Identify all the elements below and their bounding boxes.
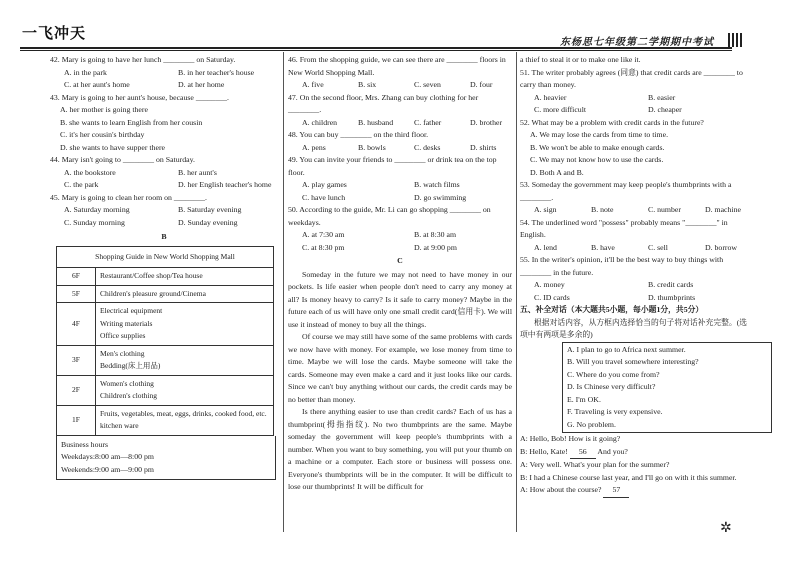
option: A. her mother is going there xyxy=(60,105,148,114)
column-2 xyxy=(288,54,512,494)
passage-paragraph-1: Someday in the future we may not need to have money in our pockets. Is life easier when people don't need to carry any money at all? Is money heavy to carry? Is it safe to carry money? Maybe in the future each of us will have only one small credit card(信用卡). We will use it instead of money to buy all the things. xyxy=(288,269,512,329)
choice-item: G. No problem. xyxy=(567,419,616,429)
option: B. easier xyxy=(648,92,676,102)
option: A. in the park xyxy=(64,67,107,77)
floor-item: Women's clothing xyxy=(100,378,154,388)
options-46 xyxy=(288,79,512,92)
option: A. sign xyxy=(534,205,557,214)
option: A. Saturday morning xyxy=(64,205,130,214)
option: B. watch films xyxy=(414,180,460,189)
section-c-heading: C xyxy=(397,256,403,265)
option: B. at 8:30 am xyxy=(414,230,457,239)
shopping-guide-table xyxy=(56,246,274,436)
table-row xyxy=(57,375,274,405)
floor-label: 6F xyxy=(57,268,96,286)
hours-title: Business hours xyxy=(61,439,109,449)
option: C. ID cards xyxy=(534,292,570,302)
table-row xyxy=(57,285,274,303)
option: A. five xyxy=(302,80,324,89)
header-decoration xyxy=(728,33,744,47)
choice-item: D. Is Chinese very difficult? xyxy=(567,382,656,391)
dialogue-text: B: Hello, Kate! xyxy=(520,446,568,456)
answer-blank-57[interactable]: 57 xyxy=(603,484,629,498)
option: D. Both A and B. xyxy=(530,167,584,177)
section-5-title: 五、补全对话（本大题共5小题，每小题1分，共5分） xyxy=(520,305,704,314)
option: B. bowls xyxy=(358,142,386,152)
floor-label: 4F xyxy=(57,303,96,346)
question-50: 50. According to the guide, Mr. Li can go shopping ________ on weekdays. xyxy=(288,205,491,227)
option: D. her English teacher's home xyxy=(178,180,272,189)
question-45: 45. Mary is going to clean her room on ________. xyxy=(50,192,207,202)
option: B. she wants to learn English from her cousin xyxy=(60,117,203,127)
dialogue-line: B: I had a Chinese course last year, and I'll go on with it this summer. xyxy=(520,472,737,482)
question-52: 52. What may be a problem with credit cards in the future? xyxy=(520,117,704,127)
floor-item: Office supplies xyxy=(100,331,146,340)
table-row xyxy=(57,268,274,286)
floor-item: Men's clothing xyxy=(100,348,145,358)
option: C. have lunch xyxy=(302,192,346,202)
page-flourish-icon: ✲ xyxy=(720,521,732,536)
floor-item: Bedding(床上用品) xyxy=(100,361,161,370)
header-rule-thin xyxy=(20,50,732,51)
question-48: 48. You can buy ________ on the third floor. xyxy=(288,130,429,139)
option: D. Sunday evening xyxy=(178,217,238,227)
question-54: 54. The underlined word "possess" probably means "________" in English. xyxy=(520,217,728,239)
options-47 xyxy=(288,117,512,130)
option: C. sell xyxy=(648,242,668,252)
column-divider-2 xyxy=(516,52,517,532)
passage-continuation: a thief to steal it or to make one like it. xyxy=(520,55,641,64)
options-44b xyxy=(50,179,278,192)
option: C. desks xyxy=(414,142,441,152)
options-49b xyxy=(288,192,512,205)
answer-blank-56[interactable]: 56 xyxy=(570,446,596,460)
section-5-instructions: 根据对话内容，从方框内选择恰当的句子将对话补充完整。(选项中有两项是多余的) xyxy=(520,317,748,339)
options-54 xyxy=(520,242,748,255)
floor-item: Writing materials xyxy=(100,318,153,328)
dialogue-text: A: How about the course? xyxy=(520,485,602,494)
options-45b xyxy=(50,217,278,230)
option: C. We may not know how to use the cards. xyxy=(530,155,664,164)
options-42b xyxy=(50,79,278,92)
option: C. more difficult xyxy=(534,105,587,114)
options-45 xyxy=(50,204,278,217)
section-b-heading: B xyxy=(161,232,167,241)
dialogue-text: And you? xyxy=(597,446,628,456)
option: B. six xyxy=(358,80,377,89)
question-43: 43. Mary is going to her aunt's house, because ________. xyxy=(50,92,229,102)
option: D. at her home xyxy=(178,80,225,89)
option: B. Saturday evening xyxy=(178,205,242,214)
option: C. at 8:30 pm xyxy=(302,242,345,252)
option: A. heavier xyxy=(534,92,567,102)
logo: 一飞冲天 xyxy=(22,24,87,42)
question-51: 51. The writer probably agrees (同意) that credit cards are ________ to carry than money. xyxy=(520,67,743,89)
floor-items xyxy=(96,345,274,375)
option: A. children xyxy=(302,117,338,127)
option: A. at 7:30 am xyxy=(302,230,345,239)
option: A. money xyxy=(534,280,565,289)
option: D. brother xyxy=(470,117,503,127)
column-1 xyxy=(50,54,278,480)
floor-item: Children's clothing xyxy=(100,391,157,400)
option: B. credit cards xyxy=(648,280,694,289)
options-51b xyxy=(520,104,748,117)
hours-weekends: Weekends:9:00 am—9:00 pm xyxy=(61,464,154,474)
option: D. shirts xyxy=(470,142,497,152)
question-44: 44. Mary isn't going to ________ on Saturday. xyxy=(50,155,195,164)
option: A. We may lose the cards from time to time. xyxy=(530,130,669,139)
options-48 xyxy=(288,142,512,155)
option: D. machine xyxy=(705,205,741,214)
table-row xyxy=(57,405,274,435)
option: A. lend xyxy=(534,242,557,252)
options-51 xyxy=(520,92,748,105)
options-50 xyxy=(288,229,512,242)
floor-item: Restaurant/Coffee shop/Tea house xyxy=(96,268,274,286)
hours-weekdays: Weekdays:8:00 am—8:00 pm xyxy=(61,452,154,461)
question-42: 42. Mary is going to have her lunch ________ on Saturday. xyxy=(50,55,236,64)
options-49 xyxy=(288,179,512,192)
option: B. note xyxy=(591,205,614,214)
exam-title: 东杨思七年级第二学期期中考试 xyxy=(560,37,714,48)
floor-label: 5F xyxy=(57,285,96,303)
options-50b xyxy=(288,242,512,255)
dialogue-line xyxy=(520,484,748,498)
table-row xyxy=(57,303,274,346)
column-3 xyxy=(520,54,748,498)
option: D. go swimming xyxy=(414,192,467,202)
option: C. at her aunt's home xyxy=(64,80,130,89)
option: B. her aunt's xyxy=(178,167,217,177)
options-42 xyxy=(50,67,278,80)
choice-item: A. I plan to go to Africa next summer. xyxy=(567,344,686,354)
option: B. in her teacher's house xyxy=(178,67,255,77)
option: A. pens xyxy=(302,142,326,152)
option: C. the park xyxy=(64,180,99,189)
question-53: 53. Someday the government may keep people's thumbprints with a ________. xyxy=(520,180,732,202)
option: C. seven xyxy=(414,80,441,89)
option: B. husband xyxy=(358,117,394,127)
options-55 xyxy=(520,279,748,292)
business-hours-box xyxy=(56,436,276,481)
question-49: 49. You can invite your friends to ________ or drink tea on the top floor. xyxy=(288,155,497,177)
dialogue-line: A: Hello, Bob! How is it going? xyxy=(520,434,621,443)
question-55: 55. In the writer's opinion, it'll be the best way to buy things with ________ in the future. xyxy=(520,255,724,277)
header-rule xyxy=(20,47,732,49)
choice-item: F. Traveling is very expensive. xyxy=(567,407,663,416)
passage-paragraph-3: Is there anything easier to use than credit cards? Each of us has a thumbprint(拇指指纹). No two thumbprints are the same. Maybe someday the government will keep people's thumbprints with a number. When you want to buy something, you will put your thumb on a machine or a computer. Each store or business will possess one. Everyone's thumbprints will be in the computer. It will be difficult to lose our thumbprints! It will be difficult for xyxy=(288,407,512,491)
option: B. have xyxy=(591,242,615,252)
floor-label: 3F xyxy=(57,345,96,375)
passage-paragraph-2: Of course we may still have some of the same problems with cards we now have with money. For example, we lose money from time to time. Maybe we will lose the cards. Maybe someone will take the cards. Someone may even make a card and it just looks like our cards. Since we can't buy anything without our cards, the credit cards may be no better than money. xyxy=(288,332,512,404)
floor-label: 2F xyxy=(57,375,96,405)
option: A. the bookstore xyxy=(64,167,116,177)
dialogue-choices-box xyxy=(562,342,772,434)
dialogue-line xyxy=(520,446,748,460)
dialogue-line: A: Very well. What's your plan for the summer? xyxy=(520,460,670,469)
option: D. she wants to have supper there xyxy=(60,142,166,152)
floor-items xyxy=(96,303,274,346)
options-55b xyxy=(520,292,748,305)
options-53 xyxy=(520,204,748,217)
floor-item: Fruits, vegetables, meat, eggs, drinks, cooked food, etc. kitchen ware xyxy=(96,405,274,435)
option: D. four xyxy=(470,80,493,89)
choice-item: C. Where do you come from? xyxy=(567,369,660,379)
option: C. number xyxy=(648,205,681,214)
choice-item: B. Will you travel somewhere interesting? xyxy=(567,357,699,366)
option: A. play games xyxy=(302,180,347,189)
option: D. cheaper xyxy=(648,105,682,114)
option: C. it's her cousin's birthday xyxy=(60,130,145,139)
floor-item: Children's pleasure ground/Cinema xyxy=(96,285,274,303)
options-44 xyxy=(50,167,278,180)
option: C. father xyxy=(414,117,442,127)
guide-title: Shopping Guide in New World Shopping Mall xyxy=(57,246,274,268)
option: C. Sunday morning xyxy=(64,217,125,227)
floor-item: Electrical equipment xyxy=(100,306,163,315)
option: D. thumbprints xyxy=(648,292,696,302)
option: D. borrow xyxy=(705,242,738,252)
choice-item: E. I'm OK. xyxy=(567,394,601,404)
column-divider-1 xyxy=(283,52,284,532)
question-46: 46. From the shopping guide, we can see there are ________ floors in New World Shopping Mall. xyxy=(288,55,506,77)
table-row xyxy=(57,345,274,375)
question-47: 47. On the second floor, Mrs. Zhang can buy clothing for her ________. xyxy=(288,92,479,114)
floor-items xyxy=(96,375,274,405)
floor-label: 1F xyxy=(57,405,96,435)
option: B. We won't be able to make enough cards. xyxy=(530,142,665,152)
option: D. at 9:00 pm xyxy=(414,242,457,252)
